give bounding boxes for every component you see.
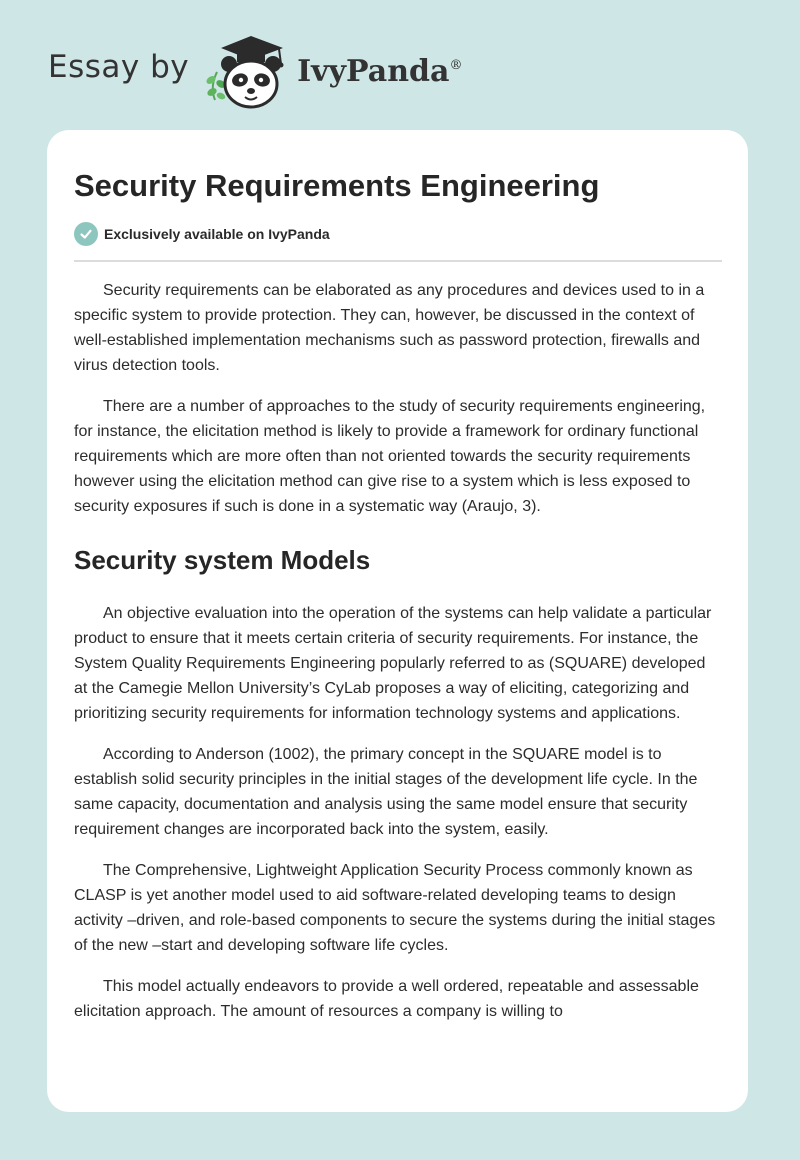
exclusive-label: Exclusively available on IvyPanda: [104, 226, 330, 242]
divider: [74, 260, 722, 262]
paragraph: According to Anderson (1002), the primary concept in the SQUARE model is to establish solid security principles in the initial stages of the development life cycle. In the same capacity, documentation and analysis using the same model ensure that security requirement changes are incorporated back into the system, easily.: [74, 746, 698, 838]
paragraph: Security requirements can be elaborated as any procedures and devices used to in a specific system to provide protection. They can, however, be discussed in the context of well-established implementation mechanisms such as password protection, firewalls and virus detection tools.: [74, 282, 705, 374]
essay-card: [47, 130, 748, 1112]
paragraph: An objective evaluation into the operation of the systems can help validate a particular product to ensure that it meets certain criteria of security requirements. For instance, the System Quality Requirements Engineering popularly referred to as (SQUARE) developed at the Camegie Mellon University’s CyLab proposes a way of eliciting, categorizing and prioritizing security requirements for information technology systems and applications.: [74, 605, 712, 722]
site-header: [48, 34, 462, 110]
section-heading: Security system Models: [74, 545, 371, 575]
registered-mark: ®: [449, 57, 463, 73]
paragraph: This model actually endeavors to provide a well ordered, repeatable and assessable elicitation approach. The amount of resources a company is willing to: [74, 978, 699, 1020]
essay-by-label: Essay by: [48, 49, 190, 85]
exclusive-badge: [74, 222, 722, 246]
paragraph: The Comprehensive, Lightweight Application Security Process commonly known as CLASP is yet another model used to aid software-related developing teams to design activity –driven, and role-based components to secure the systems during the initial stages of the new –start and developing software life cycles.: [74, 862, 716, 954]
paragraph: There are a number of approaches to the study of security requirements engineering, for instance, the elicitation method is likely to provide a framework for ordinary functional requirements which are more often than not oriented towards the security requirements however using the elicitation method can give rise to a system which is less exposed to security exposures if such is done in a systematic way (Araujo, 3).: [74, 398, 706, 515]
panda-logo-icon[interactable]: [201, 34, 293, 110]
page-title: Security Requirements Engineering: [74, 168, 600, 203]
brand-name[interactable]: IvyPanda®: [297, 53, 463, 89]
check-icon: [74, 222, 98, 246]
